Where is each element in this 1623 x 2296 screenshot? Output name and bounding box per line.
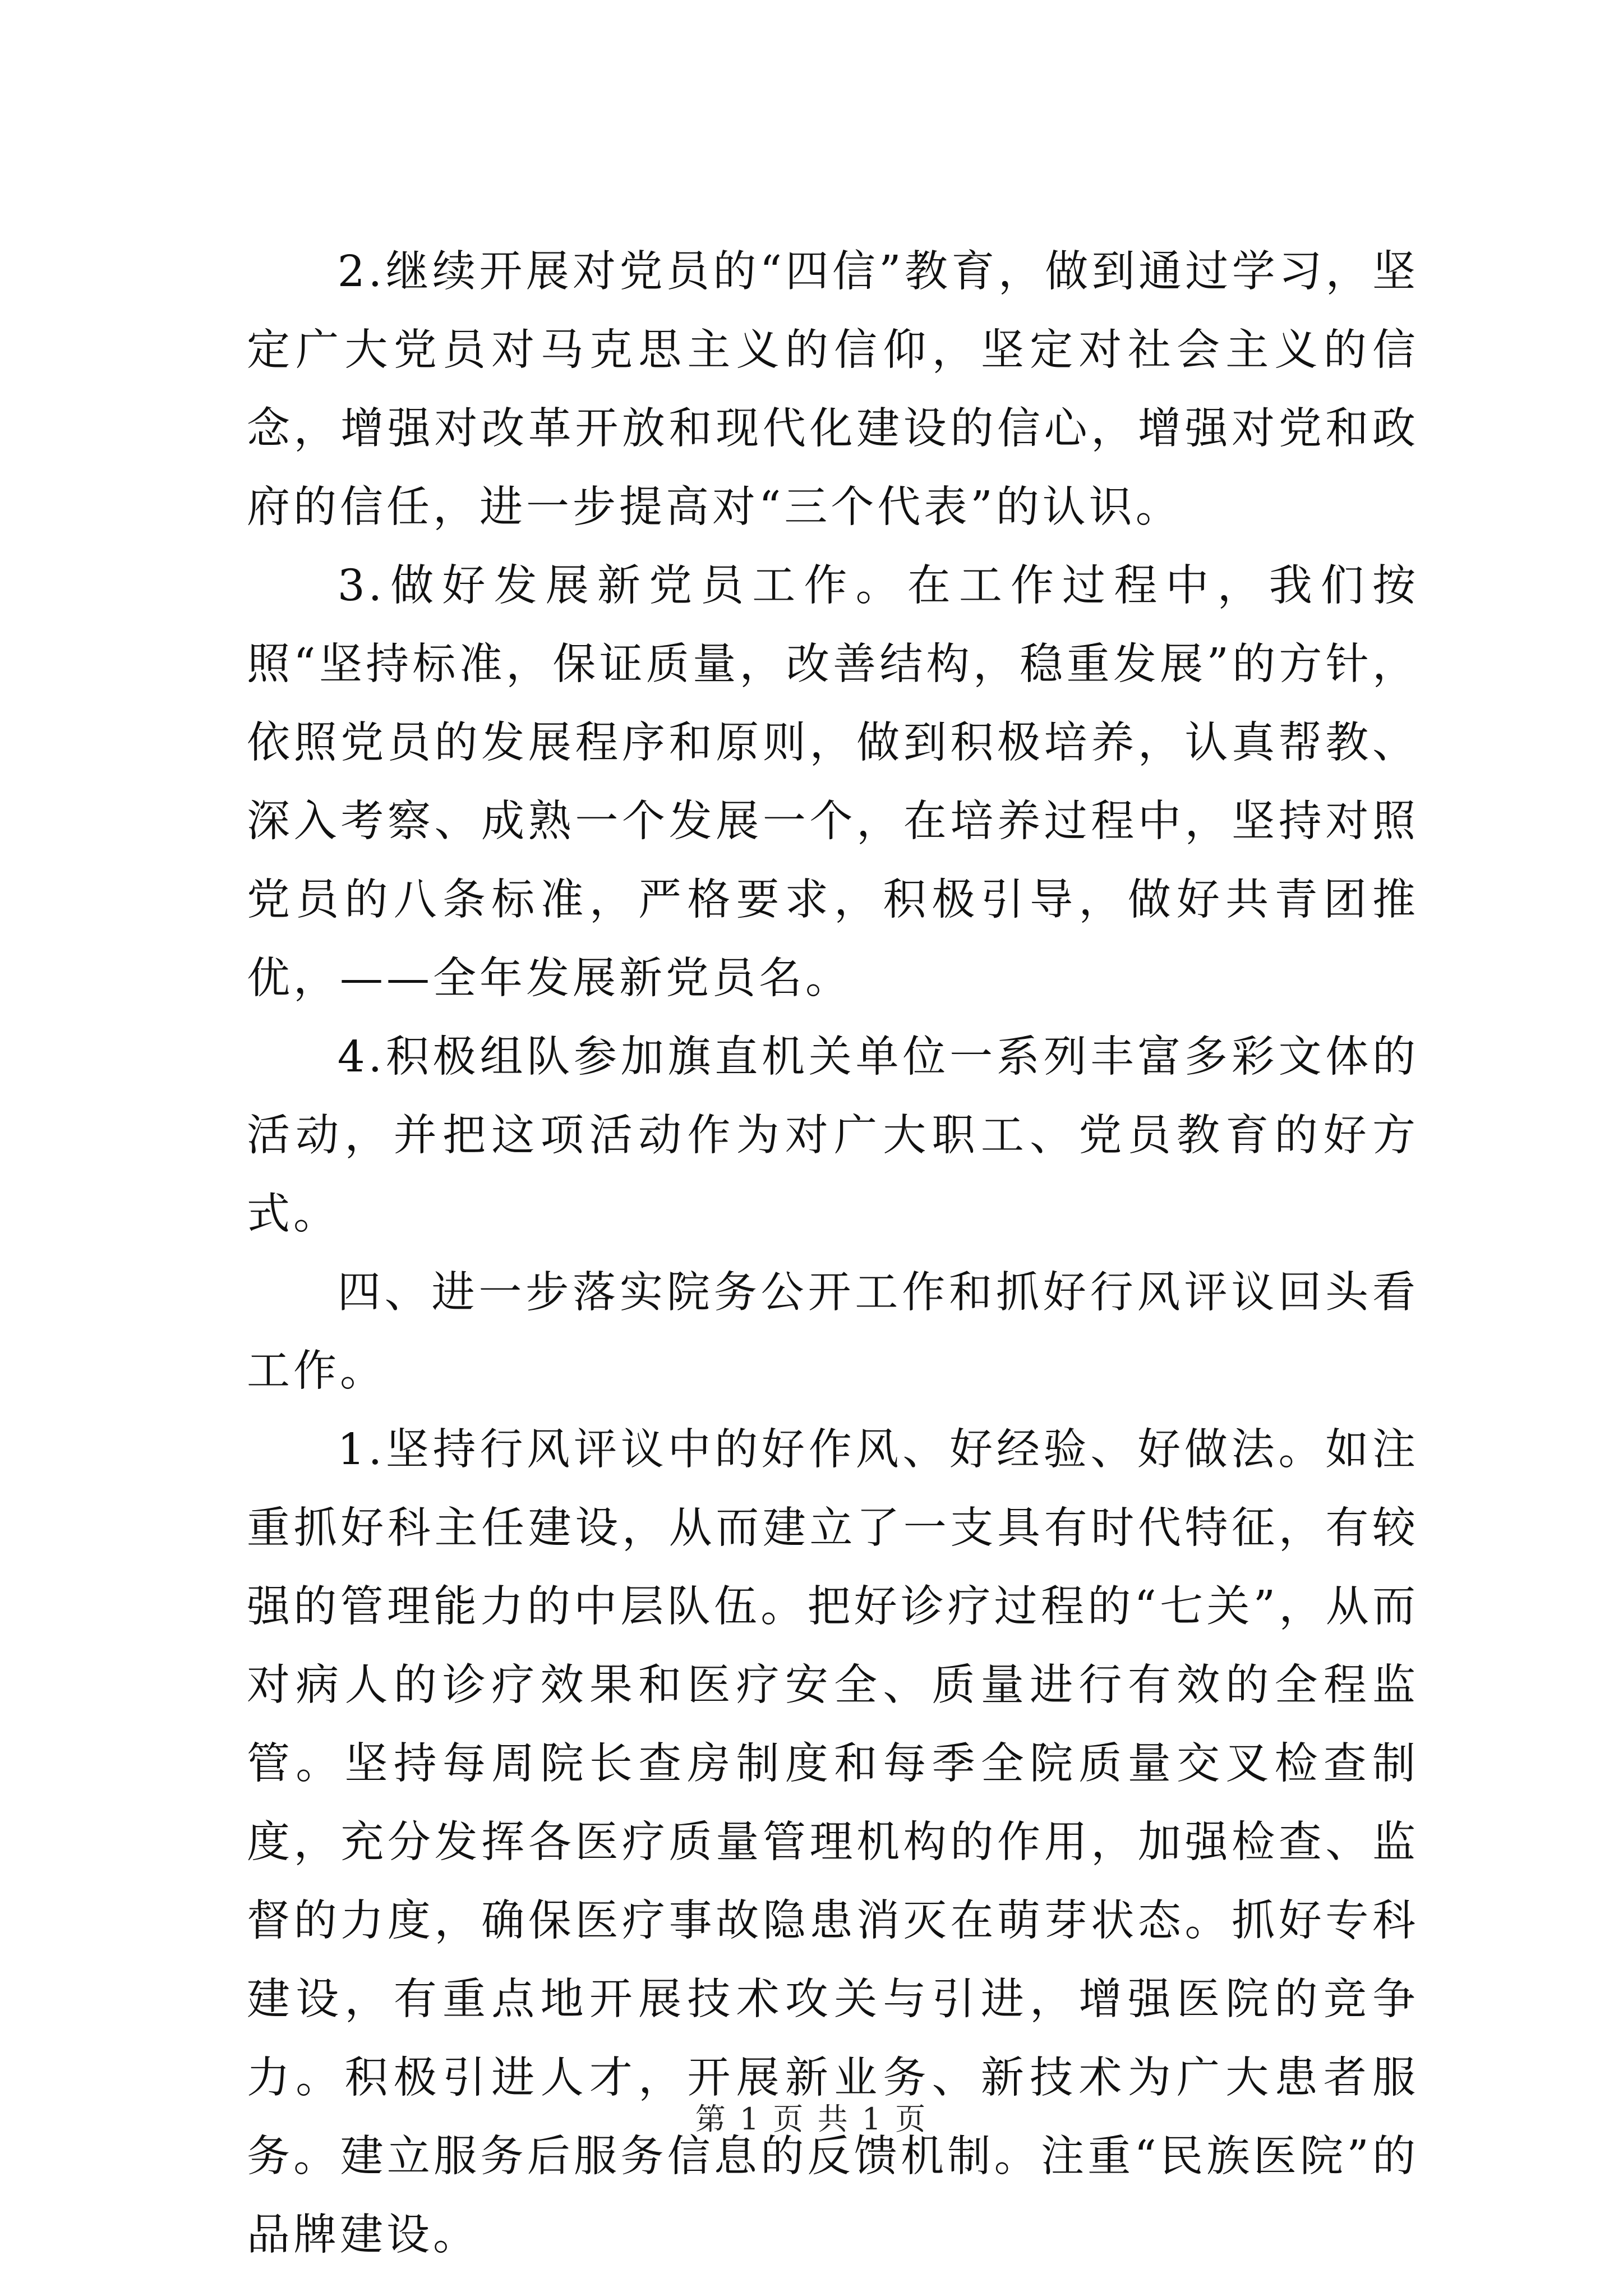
paragraph-item-3-new-members: 3.做好发展新党员工作。在工作过程中，我们按照“坚持标准，保证质量，改善结构，稳重发展”的方针，依照党员的发展程序和原则，做到积极培养，认真帮教、深入考察、成熟一个发展一个，在培养过程中，坚持对照党员的八条标准，严格要求，积极引导，做好共青团推优，——全年发展新党员名。 (247, 561, 1419, 1004)
page-footer: 第 1 页 共 1 页 (695, 2101, 928, 2137)
paragraph-item-1-review: 1.坚持行风评议中的好作风、好经验、好做法。如注重抓好科主任建设，从而建立了一支具有时代特征，有较强的管理能力的中层队伍。把好诊疗过程的“七关”，从而对病人的诊疗效果和医疗安全、质量进行有效的全程监管。坚持每周院长查房制度和每季全院质量交叉检查制度，充分发挥各医疗质量管理机构的作用，加强检查、监督的力度，确保医疗事故隐患消灭在萌芽状态。抓好专科建设，有重点地开展技术攻关与引进，增强医院的竞争力。积极引进人才，开展新业务、新技术为广大患者服务。建立服务后服务信息的反馈机制。注重“民族医院”的品牌建设。 (247, 1425, 1419, 2260)
document-body (247, 233, 1419, 2275)
paragraph-item-4-activities: 4.积极组队参加旗直机关单位一系列丰富多彩文体的活动，并把这项活动作为对广大职工、党员教育的好方式。 (247, 1032, 1419, 1239)
section-heading-four: 四、进一步落实院务公开工作和抓好行风评议回头看工作。 (247, 1268, 1419, 1396)
paragraph-item-2-four-beliefs: 2.继续开展对党员的“四信”教育，做到通过学习，坚定广大党员对马克思主义的信仰，坚定对社会主义的信念，增强对改革开放和现代化建设的信心，增强对党和政府的信任，进一步提高对“三个代表”的认识。 (247, 247, 1419, 532)
